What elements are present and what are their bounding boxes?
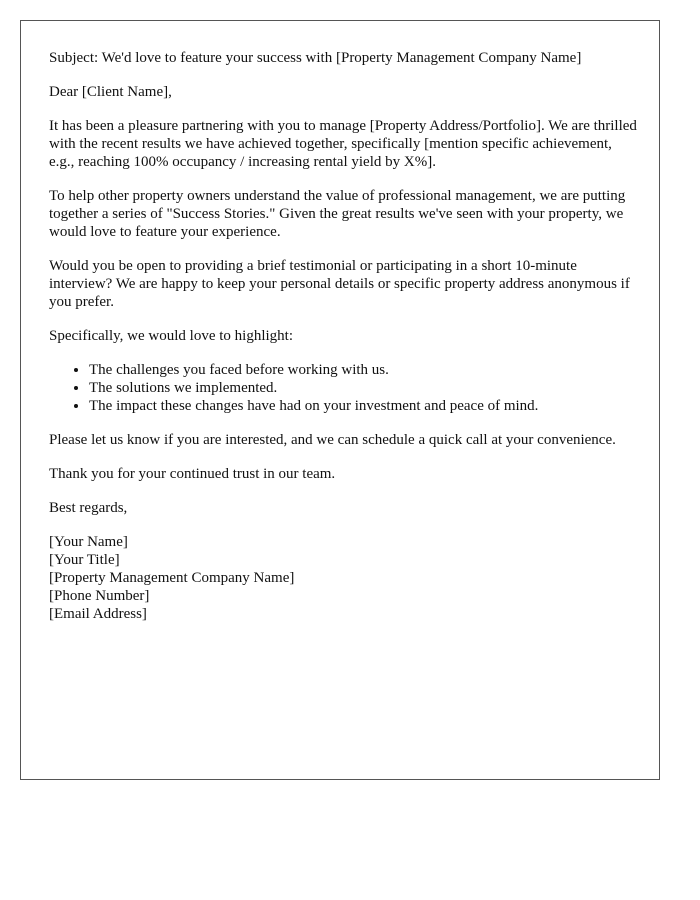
highlights-list	[49, 361, 641, 415]
subject-line: Subject: We'd love to feature your success with [Property Management Company Name]	[49, 50, 582, 66]
paragraph-intro: It has been a pleasure partnering with you to manage [Property Address/Portfolio]. We are thrilled with the recent results we have achieved together, specifically [mention specific achievement, e.g., reaching 100% occupancy / increasing rental yield by X%].	[49, 118, 637, 170]
signature-phone: [Phone Number]	[49, 588, 150, 604]
list-item: • The solutions we implemented.	[89, 379, 641, 397]
letter-body	[49, 49, 641, 623]
paragraph-thanks: Thank you for your continued trust in our team.	[49, 466, 336, 482]
signature-block	[49, 533, 641, 623]
sign-off: Best regards,	[49, 500, 128, 516]
paragraph-request: Would you be open to providing a brief testimonial or participating in a short 10-minute interview? We are happy to keep your personal details or specific property address anonymous if you prefer.	[49, 258, 630, 310]
signature-name: [Your Name]	[49, 534, 128, 550]
signature-email: [Email Address]	[49, 606, 147, 622]
salutation: Dear [Client Name],	[49, 84, 172, 100]
list-item: • The impact these changes have had on your investment and peace of mind.	[89, 397, 641, 415]
signature-company: [Property Management Company Name]	[49, 570, 295, 586]
paragraph-call-to-action: Please let us know if you are interested, and we can schedule a quick call at your convenience.	[49, 432, 616, 448]
list-item: • The challenges you faced before working with us.	[89, 361, 641, 379]
paragraph-purpose: To help other property owners understand the value of professional management, we are putting together a series of "Success Stories." Given the great results we've seen with your property, we would love to feature your experience.	[49, 188, 626, 240]
paragraph-highlight-intro: Specifically, we would love to highlight:	[49, 328, 293, 344]
letter-page	[20, 20, 660, 780]
signature-title: [Your Title]	[49, 552, 120, 568]
